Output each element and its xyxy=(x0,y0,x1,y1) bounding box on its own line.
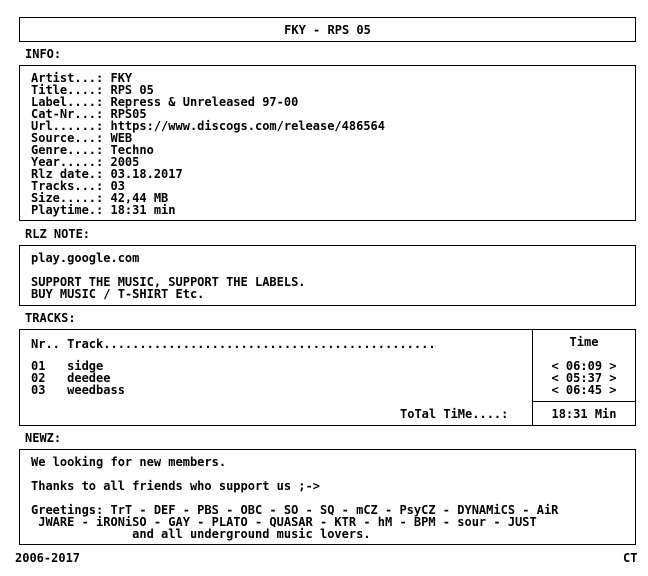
track-time: < 06:09 > xyxy=(551,359,617,373)
footer-years: 2006-2017 xyxy=(15,551,81,565)
newz-line: We looking for new members. xyxy=(31,455,227,469)
newz-line: Greetings: TrT - DEF - PBS - OBC - SO - SQ - mCZ - PsyCZ - DYNAMiCS - AiR xyxy=(31,503,559,517)
newz-line: JWARE - iRONiSO - GAY - PLATO - QUASAR - KTR - hM - BPM - sour - JUST xyxy=(31,515,537,529)
total-time-label: ToTal TiMe....: xyxy=(400,407,509,421)
note-line: BUY MUSIC / T-SHIRT Etc. xyxy=(31,287,205,301)
info-line: Source...: WEB xyxy=(31,131,133,145)
tracks-section-label: TRACKS: xyxy=(25,311,76,325)
info-line: Playtime.: 18:31 min xyxy=(31,203,176,217)
total-time-value: 18:31 Min xyxy=(551,407,617,421)
track-row: 03 weedbass xyxy=(31,383,125,397)
newz-line: Thanks to all friends who support us ;-> xyxy=(31,479,320,493)
info-line: Rlz date.: 03.18.2017 xyxy=(31,167,183,181)
note-box xyxy=(19,245,636,306)
info-line: Url......: https://www.discogs.com/release/486564 xyxy=(31,119,386,133)
info-line: Size.....: 42,44 MB xyxy=(31,191,169,205)
track-row: 02 deedee xyxy=(31,371,111,385)
newz-section-label: NEWZ: xyxy=(25,431,62,445)
info-line: Cat-Nr...: RPS05 xyxy=(31,107,147,121)
info-line: Artist...: FKY xyxy=(31,71,133,85)
track-time: < 05:37 > xyxy=(551,371,617,385)
info-line: Title....: RPS 05 xyxy=(31,83,154,97)
info-line: Genre....: Techno xyxy=(31,143,154,157)
footer-signature: CT xyxy=(623,551,638,565)
title-box xyxy=(19,17,636,42)
tracks-header: Nr.. Track.............................................. xyxy=(31,337,436,351)
note-line: play.google.com xyxy=(31,251,140,265)
info-box xyxy=(19,65,636,221)
time-header: Time xyxy=(569,335,599,349)
note-line: SUPPORT THE MUSIC, SUPPORT THE LABELS. xyxy=(31,275,306,289)
note-section-label: RLZ NOTE: xyxy=(25,227,91,241)
tracks-box xyxy=(19,329,636,426)
release-title: FKY - RPS 05 xyxy=(284,23,371,37)
newz-line: and all underground music lovers. xyxy=(31,527,371,541)
info-line: Year.....: 2005 xyxy=(31,155,140,169)
track-time: < 06:45 > xyxy=(551,383,617,397)
track-row: 01 sidge xyxy=(31,359,104,373)
info-line: Tracks...: 03 xyxy=(31,179,125,193)
info-line: Label....: Repress & Unreleased 97-00 xyxy=(31,95,299,109)
info-section-label: INFO: xyxy=(25,47,62,61)
newz-box xyxy=(19,449,636,545)
